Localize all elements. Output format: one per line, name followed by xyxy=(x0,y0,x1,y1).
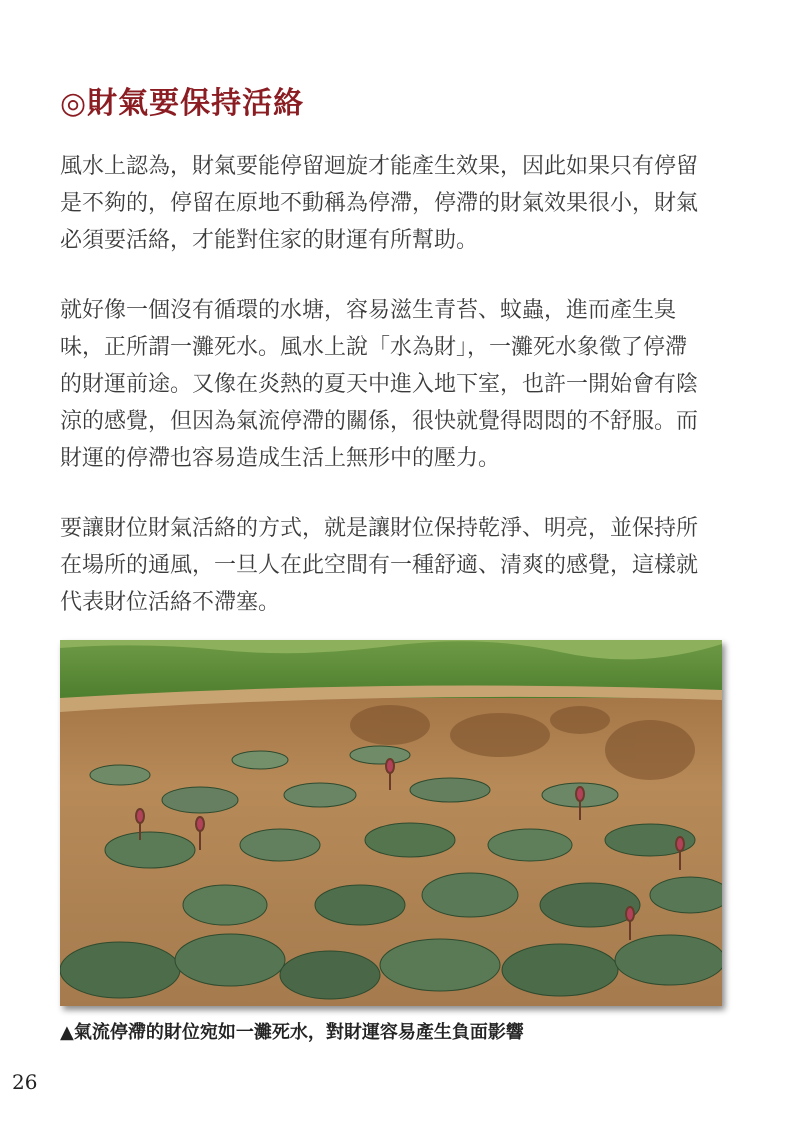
paragraph-line: 味，正所謂一灘死水。風水上說「水為財」，一灘死水象徵了停滯 xyxy=(60,335,688,360)
paragraph-line: 是不夠的，停留在原地不動稱為停滯，停滯的財氣效果很小，財氣 xyxy=(60,191,699,216)
paragraph-line: 風水上認為，財氣要能停留迴旋才能產生效果，因此如果只有停留 xyxy=(60,154,699,179)
paragraph-3 xyxy=(60,510,725,621)
paragraph-line: 涼的感覺，但因為氣流停滯的關係，很快就覺得悶悶的不舒服。而 xyxy=(60,409,699,434)
paragraph-line: 就好像一個沒有循環的水塘，容易滋生青苔、蚊蟲，進而產生臭 xyxy=(60,298,677,323)
pond-photo xyxy=(60,640,722,1006)
paragraph-line: 要讓財位財氣活絡的方式，就是讓財位保持乾淨、明亮，並保持所 xyxy=(60,516,699,541)
pond-illustration xyxy=(60,640,722,1006)
paragraph-line: 財運的停滯也容易造成生活上無形中的壓力。 xyxy=(60,446,501,471)
paragraph-1 xyxy=(60,148,725,259)
page-number: 26 xyxy=(12,1070,38,1094)
paragraph-line: 在場所的通風，一旦人在此空間有一種舒適、清爽的感覺，這樣就 xyxy=(60,553,699,578)
photo-caption: ▲氣流停滯的財位宛如一灘死水，對財運容易產生負面影響 xyxy=(60,1022,524,1043)
paragraph-line: 必須要活絡，才能對住家的財運有所幫助。 xyxy=(60,228,479,253)
paragraph-line: 代表財位活絡不滯塞。 xyxy=(60,590,281,615)
paragraph-line: 的財運前途。又像在炎熱的夏天中進入地下室，也許一開始會有陰 xyxy=(60,372,699,397)
section-heading: ◎財氣要保持活絡 xyxy=(60,86,305,121)
paragraph-2 xyxy=(60,292,725,477)
